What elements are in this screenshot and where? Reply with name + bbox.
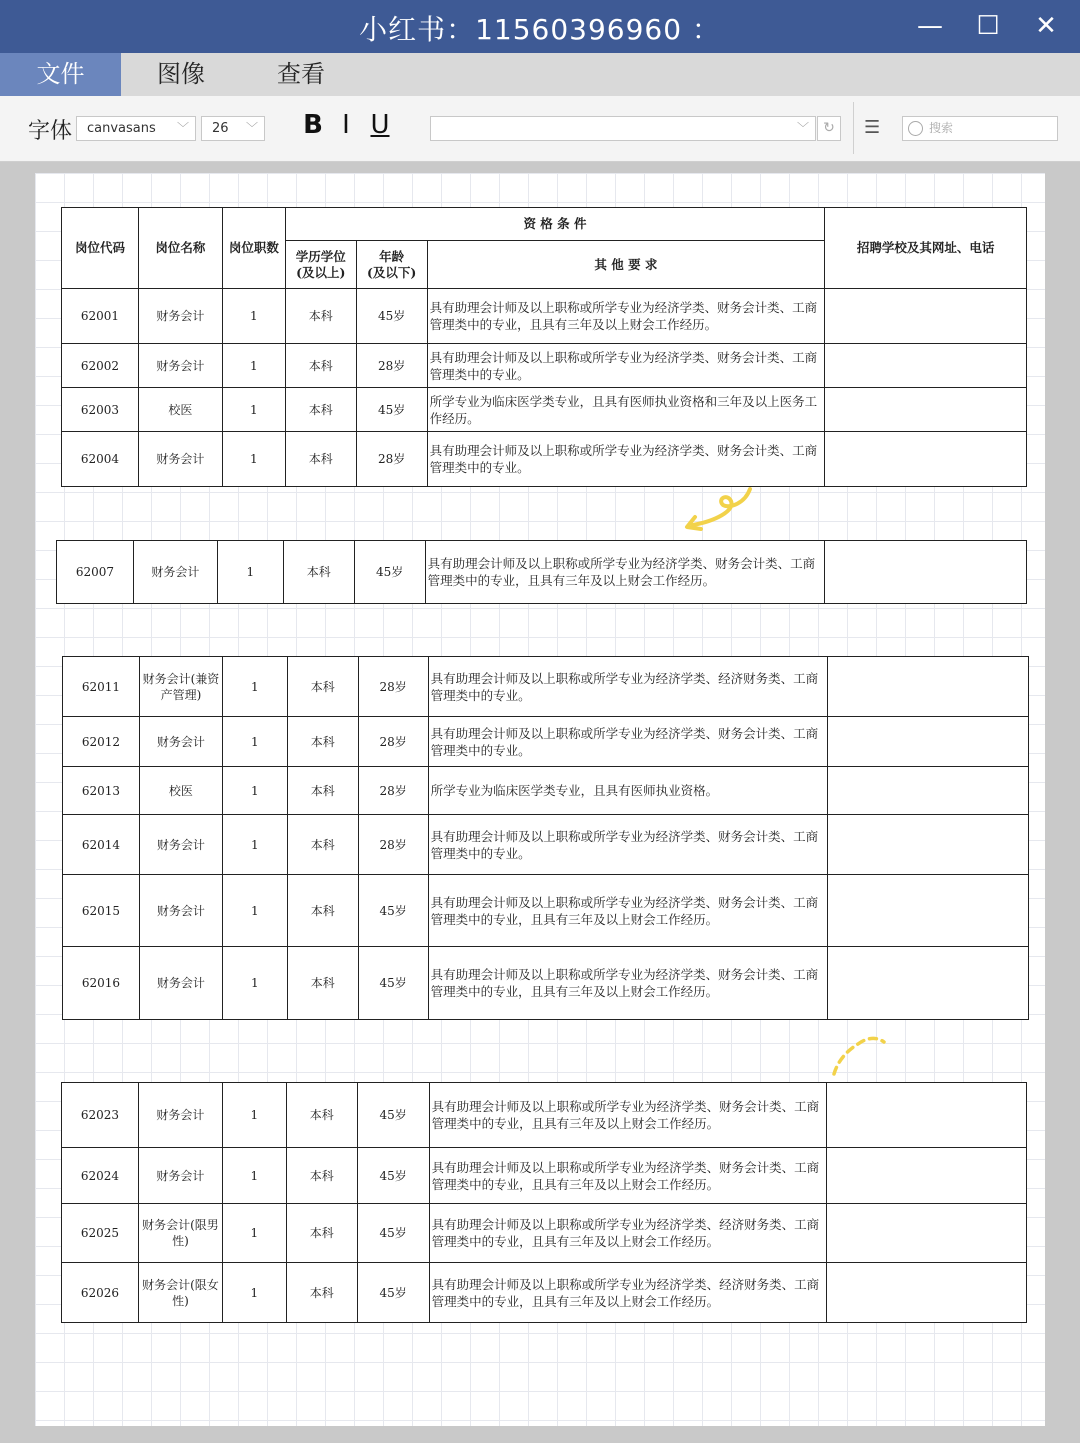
cell-code: 62007 [57, 541, 134, 604]
cell-requirement: 具有助理会计师及以上职称或所学专业为经济学类、财务会计类、工商管理类中的专业。 [428, 717, 828, 767]
cell-school [828, 947, 1029, 1020]
cell-education: 本科 [285, 289, 356, 344]
cell-education: 本科 [285, 388, 356, 432]
menu-file[interactable]: 文件 [0, 53, 121, 96]
cell-school [825, 388, 1027, 432]
table-row [63, 717, 1029, 767]
cell-count: 1 [222, 344, 285, 388]
table-row [63, 767, 1029, 815]
window-title: 小红书：11560396960 ： [359, 13, 721, 46]
cell-school [825, 432, 1027, 487]
table-row [63, 947, 1029, 1020]
cell-education: 本科 [283, 541, 354, 604]
search-input[interactable] [902, 116, 1058, 141]
cell-age: 45岁 [357, 1263, 429, 1323]
cell-school [825, 541, 1027, 604]
table-row [62, 1148, 1027, 1204]
cell-requirement: 具有助理会计师及以上职称或所学专业为经济学类、经济财务类、工商管理类中的专业，且具有三年及以上财会工作经历。 [429, 1204, 827, 1263]
cell-code: 62016 [63, 947, 140, 1020]
cell-requirement: 具有助理会计师及以上职称或所学专业为经济学类、财务会计类、工商管理类中的专业。 [427, 432, 825, 487]
cell-school [825, 344, 1027, 388]
cell-education: 本科 [286, 1204, 357, 1263]
cell-education: 本科 [287, 767, 358, 815]
cell-education: 本科 [287, 657, 358, 717]
menu-view[interactable]: 查看 [277, 60, 325, 88]
cell-name: 财务会计 [138, 1083, 222, 1148]
job-table-section-1 [61, 207, 1027, 487]
cell-code: 62013 [63, 767, 140, 815]
cell-count: 1 [222, 1148, 286, 1204]
cell-name: 财务会计 [139, 717, 222, 767]
cell-education: 本科 [286, 1083, 357, 1148]
cell-school [828, 657, 1029, 717]
cell-requirement: 具有助理会计师及以上职称或所学专业为经济学类、财务会计类、工商管理类中的专业，且具有三年及以上财会工作经历。 [428, 875, 828, 947]
cell-requirement: 具有助理会计师及以上职称或所学专业为经济学类、财务会计类、工商管理类中的专业，且具有三年及以上财会工作经历。 [425, 541, 825, 604]
cell-code: 62025 [62, 1204, 139, 1263]
table-row [62, 289, 1027, 344]
title-bar [0, 0, 1080, 53]
table-row [57, 541, 1027, 604]
cell-requirement: 所学专业为临床医学类专业，且具有医师执业资格和三年及以上医务工作经历。 [427, 388, 825, 432]
header-school: 招聘学校及其网址、电话 [825, 208, 1027, 289]
numbered-list-icon[interactable]: ☰ [864, 117, 881, 138]
cell-count: 1 [222, 289, 285, 344]
table-row [63, 657, 1029, 717]
table-row [62, 1263, 1027, 1323]
cell-count: 1 [222, 432, 285, 487]
cell-code: 62026 [62, 1263, 139, 1323]
header-other: 其 他 要 求 [427, 241, 825, 289]
font-size-select[interactable] [201, 116, 265, 141]
minimize-icon[interactable]: — [917, 11, 943, 41]
cell-age: 28岁 [356, 344, 427, 388]
cell-requirement: 具有助理会计师及以上职称或所学专业为经济学类、财务会计类、工商管理类中的专业，且具有三年及以上财会工作经历。 [427, 289, 825, 344]
table-row [62, 432, 1027, 487]
cell-requirement: 具有助理会计师及以上职称或所学专业为经济学类、经济财务类、工商管理类中的专业，且具有三年及以上财会工作经历。 [429, 1263, 827, 1323]
cell-age: 28岁 [358, 657, 428, 717]
cell-code: 62015 [63, 875, 140, 947]
cell-count: 1 [222, 1083, 286, 1148]
cell-requirement: 具有助理会计师及以上职称或所学专业为经济学类、财务会计类、工商管理类中的专业。 [427, 344, 825, 388]
maximize-icon[interactable]: ☐ [976, 11, 1000, 41]
font-name-select[interactable] [76, 116, 196, 141]
cell-code: 62001 [62, 289, 139, 344]
cell-age: 45岁 [357, 1204, 429, 1263]
cell-age: 45岁 [358, 947, 428, 1020]
search-placeholder: 搜索 [929, 121, 954, 135]
cell-school [828, 767, 1029, 815]
toolbar-divider [853, 102, 854, 154]
header-code: 岗位代码 [62, 208, 139, 289]
cell-age: 28岁 [358, 767, 428, 815]
table-row [62, 1204, 1027, 1263]
cell-name: 财务会计 [138, 344, 222, 388]
cell-code: 62014 [63, 815, 140, 875]
chevron-down-icon: ﹀ [796, 121, 809, 135]
cell-count: 1 [222, 767, 287, 815]
table-row [62, 344, 1027, 388]
document-page [35, 173, 1045, 1426]
cell-requirement: 具有助理会计师及以上职称或所学专业为经济学类、财务会计类、工商管理类中的专业，且具有三年及以上财会工作经历。 [428, 947, 828, 1020]
cell-school [827, 1204, 1027, 1263]
chevron-down-icon: ﹀ [245, 121, 258, 135]
cell-name: 财务会计 [138, 289, 222, 344]
cell-age: 45岁 [354, 541, 425, 604]
close-icon[interactable]: ✕ [1035, 11, 1057, 41]
cell-code: 62023 [62, 1083, 139, 1148]
cell-requirement: 所学专业为临床医学类专业，且具有医师执业资格。 [428, 767, 828, 815]
arrow-doodle-icon [675, 485, 765, 535]
font-name-value: canvasans [87, 121, 156, 136]
cell-age: 45岁 [358, 875, 428, 947]
cell-education: 本科 [285, 432, 356, 487]
cell-age: 45岁 [356, 289, 427, 344]
cell-age: 28岁 [356, 432, 427, 487]
cell-age: 45岁 [357, 1083, 429, 1148]
cell-age: 45岁 [356, 388, 427, 432]
cell-age: 28岁 [358, 815, 428, 875]
cell-education: 本科 [287, 947, 358, 1020]
cell-education: 本科 [287, 717, 358, 767]
cell-school [828, 815, 1029, 875]
cell-code: 62004 [62, 432, 139, 487]
cell-education: 本科 [285, 344, 356, 388]
cell-requirement: 具有助理会计师及以上职称或所学专业为经济学类、财务会计类、工商管理类中的专业，且具有三年及以上财会工作经历。 [429, 1148, 827, 1204]
cell-name: 财务会计 [139, 947, 222, 1020]
cell-school [828, 717, 1029, 767]
header-count: 岗位职数 [222, 208, 285, 289]
cell-school [825, 289, 1027, 344]
header-qualification: 资 格 条 件 [285, 208, 824, 241]
cell-school [827, 1148, 1027, 1204]
underline-button[interactable]: U [370, 110, 390, 140]
cell-name: 校医 [138, 388, 222, 432]
job-table-section-3 [62, 656, 1029, 1020]
style-select[interactable] [430, 116, 816, 141]
cell-requirement: 具有助理会计师及以上职称或所学专业为经济学类、财务会计类、工商管理类中的专业，且具有三年及以上财会工作经历。 [429, 1083, 827, 1148]
cell-code: 62003 [62, 388, 139, 432]
cell-school [827, 1083, 1027, 1148]
menu-image[interactable]: 图像 [157, 60, 205, 88]
bold-button[interactable]: B [303, 110, 323, 140]
font-label: 字体 [28, 119, 73, 144]
cell-code: 62002 [62, 344, 139, 388]
cell-code: 62024 [62, 1148, 139, 1204]
cell-name: 财务会计 [139, 815, 222, 875]
table-row [62, 1083, 1027, 1148]
cell-education: 本科 [287, 875, 358, 947]
cell-count: 1 [217, 541, 283, 604]
cell-name: 财务会计(兼资产管理) [139, 657, 222, 717]
search-icon [908, 121, 923, 136]
header-education: 学历学位 (及以上) [285, 241, 356, 289]
cell-name: 财务会计 [138, 1148, 222, 1204]
cell-name: 财务会计 [133, 541, 217, 604]
cell-name: 财务会计 [138, 432, 222, 487]
italic-button[interactable]: I [342, 110, 350, 140]
header-age: 年龄 (及以下) [356, 241, 427, 289]
cell-age: 28岁 [358, 717, 428, 767]
header-name: 岗位名称 [138, 208, 222, 289]
cell-count: 1 [222, 1204, 286, 1263]
cell-count: 1 [222, 947, 287, 1020]
cell-name: 财务会计(限女性) [138, 1263, 222, 1323]
cell-school [827, 1263, 1027, 1323]
cell-education: 本科 [287, 815, 358, 875]
cell-code: 62012 [63, 717, 140, 767]
font-size-value: 26 [212, 121, 229, 136]
refresh-icon[interactable]: ↻ [817, 116, 841, 141]
table-row [63, 815, 1029, 875]
cell-count: 1 [222, 657, 287, 717]
chevron-down-icon: ﹀ [176, 121, 189, 135]
cell-count: 1 [222, 717, 287, 767]
cell-code: 62011 [63, 657, 140, 717]
cell-requirement: 具有助理会计师及以上职称或所学专业为经济学类、财务会计类、工商管理类中的专业。 [428, 815, 828, 875]
job-table-section-4 [61, 1082, 1027, 1323]
cell-school [828, 875, 1029, 947]
menu-bar [0, 53, 1080, 96]
cell-education: 本科 [286, 1263, 357, 1323]
cell-name: 财务会计(限男性) [138, 1204, 222, 1263]
table-row [63, 875, 1029, 947]
cell-name: 财务会计 [139, 875, 222, 947]
cell-count: 1 [222, 388, 285, 432]
table-row [62, 388, 1027, 432]
job-table-section-2 [56, 540, 1027, 604]
cell-education: 本科 [286, 1148, 357, 1204]
cell-count: 1 [222, 1263, 286, 1323]
dashes-doodle-icon [830, 1030, 890, 1080]
cell-age: 45岁 [357, 1148, 429, 1204]
cell-requirement: 具有助理会计师及以上职称或所学专业为经济学类、经济财务类、工商管理类中的专业。 [428, 657, 828, 717]
cell-name: 校医 [139, 767, 222, 815]
cell-count: 1 [222, 815, 287, 875]
cell-count: 1 [222, 875, 287, 947]
toolbar [0, 96, 1080, 162]
